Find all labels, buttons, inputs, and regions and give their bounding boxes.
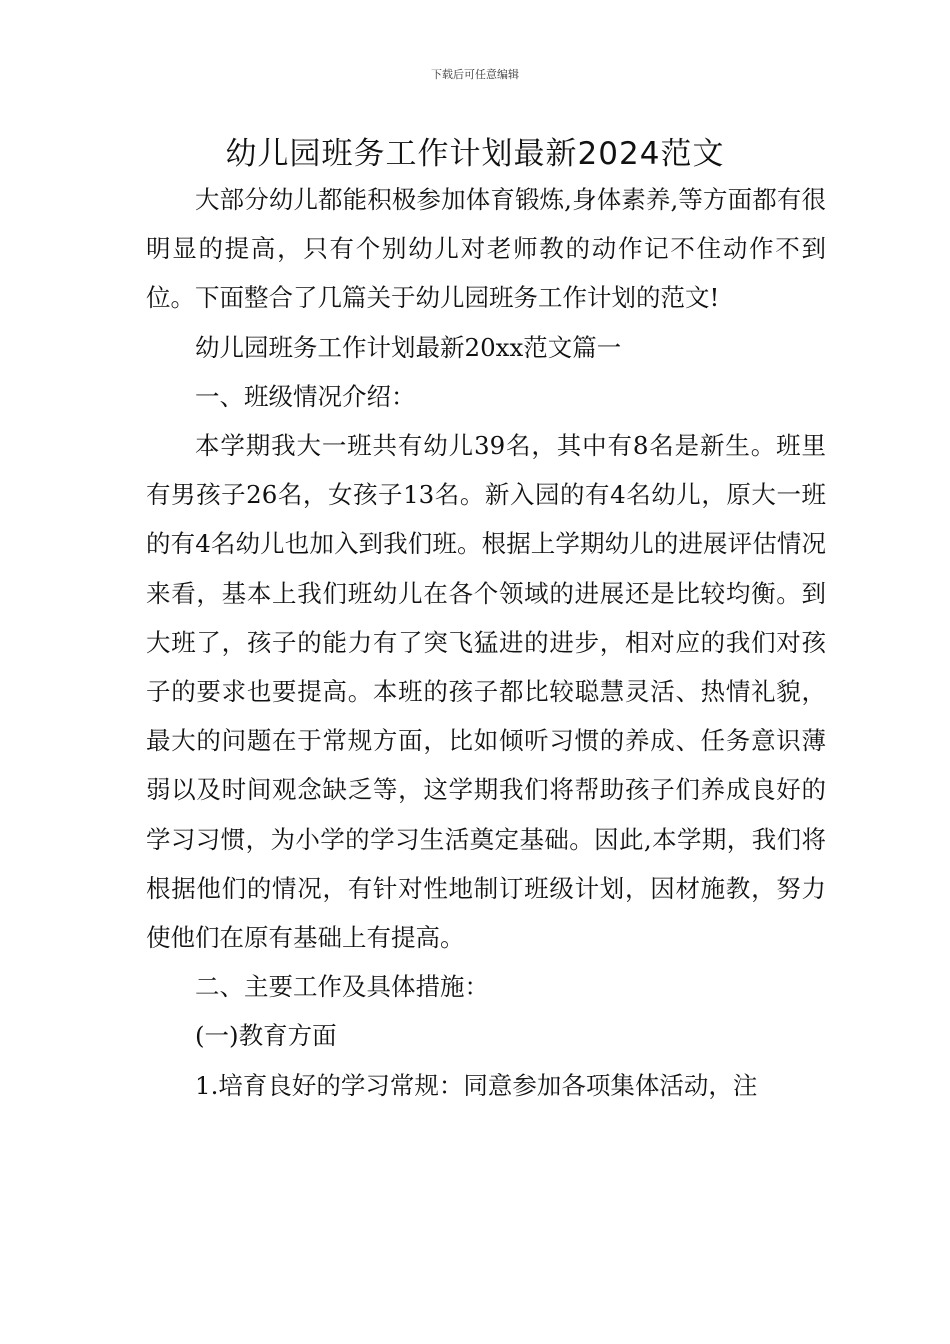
document-body (146, 175, 826, 1110)
section-heading-main-work: 二、主要工作及具体措施： (195, 972, 489, 1002)
subsection-heading-education: (一)教育方面 (195, 1021, 337, 1051)
section-heading-article-one: 幼儿园班务工作计划最新20xx范文篇一 (195, 332, 622, 362)
page-header-note: 下载后可任意编辑 (431, 68, 519, 81)
intro-paragraph: 大部分幼儿都能积极参加体育锻炼,身体素养,等方面都有很明显的提高，只有个别幼儿对老师教的动作记不住动作不到位。下面整合了几篇关于幼儿园班务工作计划的范文! (146, 185, 826, 313)
document-title: 幼儿园班务工作计划最新2024范文 (225, 136, 725, 172)
class-intro-paragraph: 本学期我大一班共有幼儿39名，其中有8名是新生。班里有男孩子26名，女孩子13名。新入园的有4名幼儿，原大一班的有4名幼儿也加入到我们班。根据上学期幼儿的进展评估情况来看，基本上我们班幼儿在各个领域的进展还是比较均衡。到大班了，孩子的能力有了突飞猛进的进步，相对应的我们对孩子的要求也要提高。本班的孩子都比较聪慧灵活、热情礼貌，最大的问题在于常规方面，比如倾听习惯的养成、任务意识薄弱以及时间观念缺乏等，这学期我们将帮助孩子们养成良好的学习习惯，为小学的学习生活奠定基础。因此,本学期，我们将根据他们的情况，有针对性地制订班级计划，因材施教，努力使他们在原有基础上有提高。 (146, 431, 826, 953)
section-heading-class-intro: 一、班级情况介绍： (195, 381, 416, 411)
list-item: 1.培育良好的学习常规：同意参加各项集体活动，注 (195, 1070, 758, 1100)
